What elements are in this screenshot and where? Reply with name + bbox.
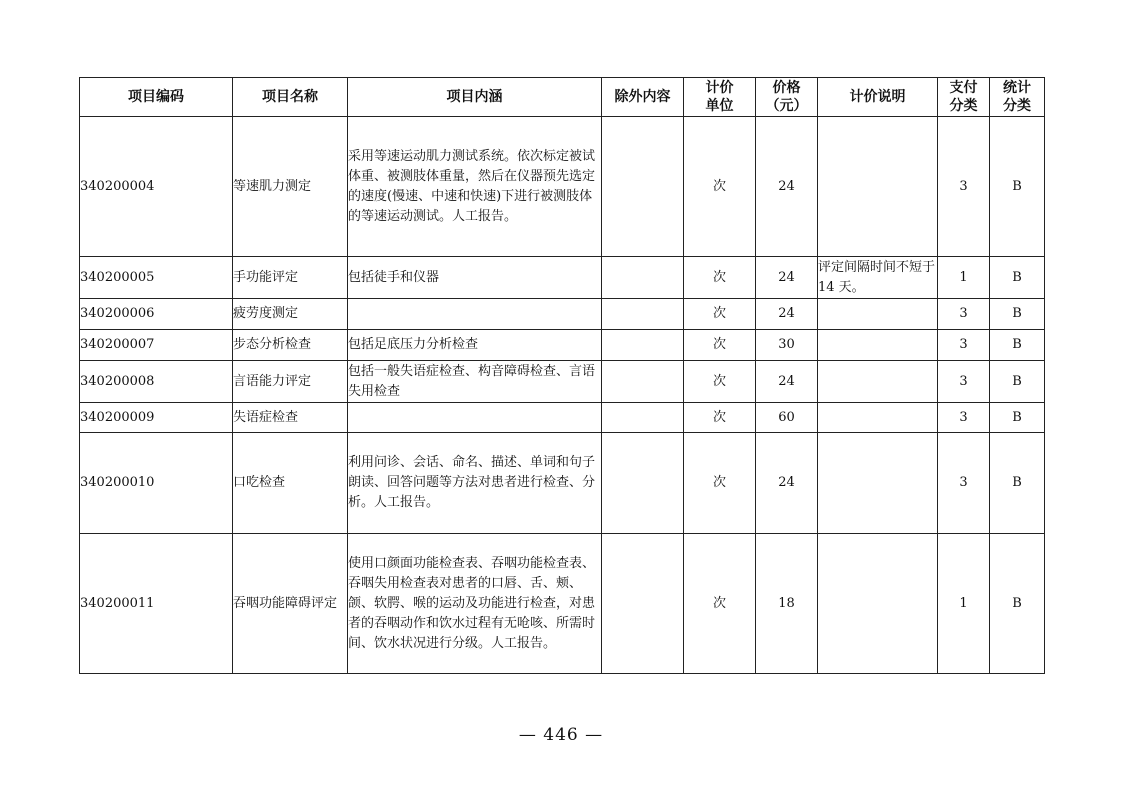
header-exclude: 除外内容: [602, 78, 684, 117]
header-stat-category: 统计 分类: [990, 78, 1045, 117]
row-exclude: [602, 361, 684, 403]
row-unit: 次: [684, 534, 756, 674]
table-row: [80, 403, 1045, 433]
row-note: [818, 299, 938, 330]
row-content: 利用问诊、会话、命名、描述、单词和句子朗读、回答问题等方法对患者进行检查、分析。人工报告。: [348, 433, 602, 534]
row-code: 340200008: [80, 361, 233, 403]
row-code: 340200007: [80, 330, 233, 361]
row-pay-category: 3: [938, 403, 990, 433]
row-stat-category: B: [990, 257, 1045, 299]
row-code: 340200010: [80, 433, 233, 534]
row-pay-category: 3: [938, 117, 990, 257]
row-name: 吞咽功能障碍评定: [233, 534, 348, 674]
row-stat-category: B: [990, 117, 1045, 257]
table-row: [80, 330, 1045, 361]
row-price: 24: [756, 257, 818, 299]
row-stat-category: B: [990, 403, 1045, 433]
row-exclude: [602, 117, 684, 257]
row-content: 采用等速运动肌力测试系统。依次标定被试体重、被测肢体重量，然后在仪器预先选定的速度(慢速、中速和快速)下进行被测肢体的等速运动测试。人工报告。: [348, 117, 602, 257]
row-unit: 次: [684, 117, 756, 257]
row-exclude: [602, 257, 684, 299]
row-stat-category: B: [990, 361, 1045, 403]
row-note: [818, 361, 938, 403]
row-name: 言语能力评定: [233, 361, 348, 403]
header-code: 项目编码: [80, 78, 233, 117]
header-content: 项目内涵: [348, 78, 602, 117]
row-code: 340200009: [80, 403, 233, 433]
table-row: [80, 534, 1045, 674]
row-unit: 次: [684, 433, 756, 534]
table-row: [80, 117, 1045, 257]
row-note: 评定间隔时间不短于 14 天。: [818, 257, 938, 299]
table-row: [80, 299, 1045, 330]
row-stat-category: B: [990, 433, 1045, 534]
row-content: [348, 403, 602, 433]
row-pay-category: 1: [938, 257, 990, 299]
row-exclude: [602, 299, 684, 330]
row-exclude: [602, 433, 684, 534]
row-name: 步态分析检查: [233, 330, 348, 361]
row-unit: 次: [684, 330, 756, 361]
row-unit: 次: [684, 361, 756, 403]
row-name: 手功能评定: [233, 257, 348, 299]
row-content: 包括一般失语症检查、构音障碍检查、言语失用检查: [348, 361, 602, 403]
row-stat-category: B: [990, 299, 1045, 330]
row-exclude: [602, 403, 684, 433]
row-code: 340200011: [80, 534, 233, 674]
row-note: [818, 534, 938, 674]
row-name: 疲劳度测定: [233, 299, 348, 330]
header-note: 计价说明: [818, 78, 938, 117]
row-code: 340200004: [80, 117, 233, 257]
row-price: 24: [756, 299, 818, 330]
row-note: [818, 330, 938, 361]
row-name: 等速肌力测定: [233, 117, 348, 257]
header-pay-category: 支付 分类: [938, 78, 990, 117]
row-content: 使用口颜面功能检查表、吞咽功能检查表、吞咽失用检查表对患者的口唇、舌、颊、颌、软腭、喉的运动及功能进行检查，对患者的吞咽动作和饮水过程有无呛咳、所需时间、饮水状况进行分级。人工报告。: [348, 534, 602, 674]
row-price: 30: [756, 330, 818, 361]
row-unit: 次: [684, 299, 756, 330]
row-stat-category: B: [990, 534, 1045, 674]
table-header-row: [80, 78, 1045, 117]
row-content: 包括足底压力分析检查: [348, 330, 602, 361]
fee-schedule-table: [79, 77, 1045, 674]
row-content: 包括徒手和仪器: [348, 257, 602, 299]
row-stat-category: B: [990, 330, 1045, 361]
row-price: 24: [756, 433, 818, 534]
row-note: [818, 433, 938, 534]
row-price: 24: [756, 361, 818, 403]
row-pay-category: 3: [938, 433, 990, 534]
header-price: 价格 （元）: [756, 78, 818, 117]
row-exclude: [602, 330, 684, 361]
table-row: [80, 257, 1045, 299]
row-pay-category: 3: [938, 361, 990, 403]
row-content: [348, 299, 602, 330]
row-price: 18: [756, 534, 818, 674]
row-pay-category: 3: [938, 299, 990, 330]
row-code: 340200006: [80, 299, 233, 330]
table-row: [80, 361, 1045, 403]
header-unit: 计价 单位: [684, 78, 756, 117]
row-unit: 次: [684, 403, 756, 433]
row-unit: 次: [684, 257, 756, 299]
row-pay-category: 3: [938, 330, 990, 361]
row-note: [818, 117, 938, 257]
row-price: 24: [756, 117, 818, 257]
header-name: 项目名称: [233, 78, 348, 117]
row-exclude: [602, 534, 684, 674]
row-name: 失语症检查: [233, 403, 348, 433]
row-code: 340200005: [80, 257, 233, 299]
row-price: 60: [756, 403, 818, 433]
row-pay-category: 1: [938, 534, 990, 674]
row-note: [818, 403, 938, 433]
table-row: [80, 433, 1045, 534]
row-name: 口吃检查: [233, 433, 348, 534]
page-number: — 446 —: [518, 725, 604, 745]
